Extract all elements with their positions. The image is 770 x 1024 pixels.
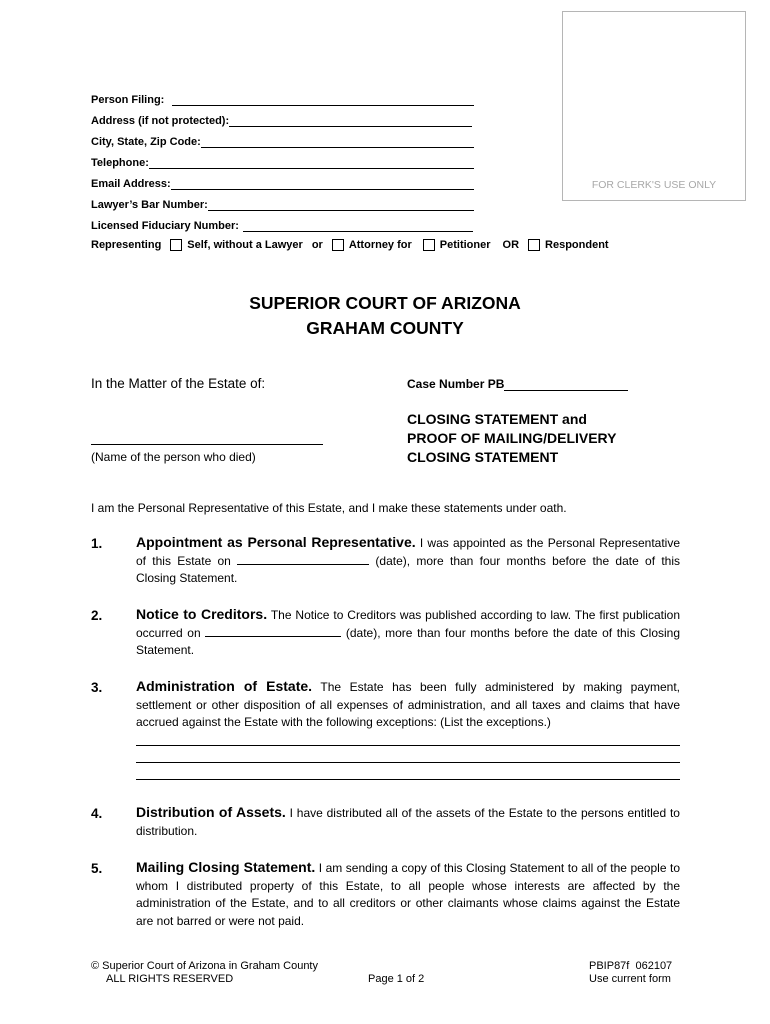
- or-label-2: OR: [502, 239, 520, 251]
- address-field[interactable]: [91, 114, 472, 127]
- telephone-label: Telephone:: [91, 157, 149, 169]
- court-name: SUPERIOR COURT OF ARIZONA: [249, 293, 521, 313]
- case-number-label: Case Number PB: [407, 377, 505, 391]
- exceptions-line-3[interactable]: [136, 779, 680, 780]
- item-2-heading: Notice to Creditors.: [136, 606, 268, 622]
- item-4-text: I have distributed all of the assets of the Estate to the persons entitled to distribution.: [136, 806, 680, 838]
- respondent-label: Respondent: [545, 239, 609, 251]
- bar-number-label: Lawyer’s Bar Number:: [91, 199, 208, 211]
- item-4-paragraph: [136, 804, 680, 840]
- fiduciary-number-field[interactable]: [91, 219, 473, 232]
- footer-rights: ALL RIGHTS RESERVED: [106, 973, 234, 985]
- exceptions-line-2[interactable]: [136, 762, 680, 763]
- decedent-name-label: (Name of the person who died): [91, 450, 256, 464]
- item-3-text: The Estate has been fully administered by making payment, settlement or other disposition of all expenses of administration, and all taxes and claims that have accrued against the Estate with the following exceptions: (List the exceptions.): [136, 680, 681, 729]
- respondent-checkbox[interactable]: [528, 239, 540, 251]
- item-5-heading: Mailing Closing Statement.: [136, 859, 316, 875]
- case-number-line[interactable]: [504, 378, 628, 391]
- person-filing-field[interactable]: [91, 93, 474, 106]
- item-2-text-b: (date), more than four months before the date of this Closing Statement.: [136, 625, 681, 657]
- item-3-heading: Administration of Estate.: [136, 678, 313, 694]
- bar-number-line[interactable]: [208, 198, 474, 211]
- matter-of-estate-label: In the Matter of the Estate of:: [91, 376, 266, 391]
- clerk-use-label: FOR CLERK'S USE ONLY: [591, 179, 717, 191]
- footer-form-note: Use current form: [589, 973, 671, 985]
- document-title-line3: CLOSING STATEMENT: [407, 449, 559, 465]
- document-title-line1: CLOSING STATEMENT and: [407, 411, 587, 427]
- footer-form-code: PBIP87f 062107: [589, 960, 673, 972]
- attorney-checkbox[interactable]: [332, 239, 344, 251]
- attorney-label: Attorney for: [348, 239, 412, 251]
- item-1-text-a: I was appointed as the Personal Representative of this Estate on: [136, 536, 680, 568]
- appointment-date-line[interactable]: [237, 553, 369, 565]
- telephone-line[interactable]: [149, 156, 474, 169]
- footer-page-number: Page 1 of 2: [368, 973, 425, 985]
- email-label: Email Address:: [91, 178, 171, 190]
- item-5-number: 5.: [91, 861, 103, 876]
- address-line[interactable]: [229, 114, 472, 127]
- item-3-paragraph: [136, 678, 680, 732]
- fiduciary-number-label: Licensed Fiduciary Number:: [91, 220, 239, 232]
- case-number-field[interactable]: [407, 377, 628, 391]
- clerk-use-box: [562, 11, 746, 201]
- item-3-number: 3.: [91, 680, 103, 695]
- publication-date-line[interactable]: [205, 625, 341, 637]
- item-1-heading: Appointment as Personal Representative.: [136, 534, 416, 550]
- item-4-heading: Distribution of Assets.: [136, 804, 286, 820]
- decedent-name-line[interactable]: [91, 444, 323, 445]
- item-4-number: 4.: [91, 806, 103, 821]
- document-title-line2: PROOF OF MAILING/DELIVERY: [407, 430, 617, 446]
- item-1-number: 1.: [91, 536, 103, 551]
- footer-copyright: © Superior Court of Arizona in Graham County: [91, 960, 318, 972]
- oath-statement: I am the Personal Representative of this Estate, and I make these statements under oath.: [91, 501, 567, 515]
- telephone-field[interactable]: [91, 156, 474, 169]
- bar-number-field[interactable]: [91, 198, 474, 211]
- city-state-zip-field[interactable]: [91, 135, 474, 148]
- city-state-zip-label: City, State, Zip Code:: [91, 136, 201, 148]
- person-filing-line[interactable]: [172, 93, 474, 106]
- person-filing-label: Person Filing:: [91, 94, 165, 106]
- email-line[interactable]: [171, 177, 474, 190]
- petitioner-label: Petitioner: [439, 239, 491, 251]
- item-2-paragraph: [136, 606, 680, 660]
- item-5-paragraph: [136, 859, 680, 930]
- or-label: or: [311, 239, 323, 251]
- address-label: Address (if not protected):: [91, 115, 230, 127]
- item-2-number: 2.: [91, 608, 103, 623]
- county-name: GRAHAM COUNTY: [306, 318, 464, 338]
- exceptions-line-1[interactable]: [136, 745, 680, 746]
- item-1-text-b: (date), more than four months before the date of this Closing Statement.: [136, 553, 680, 585]
- representing-row: [91, 239, 609, 251]
- self-label: Self, without a Lawyer: [187, 239, 303, 251]
- item-1-paragraph: [136, 534, 680, 588]
- self-checkbox[interactable]: [170, 239, 182, 251]
- email-field[interactable]: [91, 177, 474, 190]
- item-5-text: I am sending a copy of this Closing Statement to all of the people to whom I distributed property of this Estate, to all people whose interests are affected by the administration of the Estate, and to all creditors or other claimants whose claims against the Estate are not barred or were not paid.: [136, 861, 681, 928]
- item-2-text-a: The Notice to Creditors was published according to law. The first publication occurred on: [136, 608, 680, 640]
- city-state-zip-line[interactable]: [201, 135, 474, 148]
- representing-label: Representing: [91, 239, 162, 251]
- petitioner-checkbox[interactable]: [423, 239, 435, 251]
- fiduciary-number-line[interactable]: [243, 219, 473, 232]
